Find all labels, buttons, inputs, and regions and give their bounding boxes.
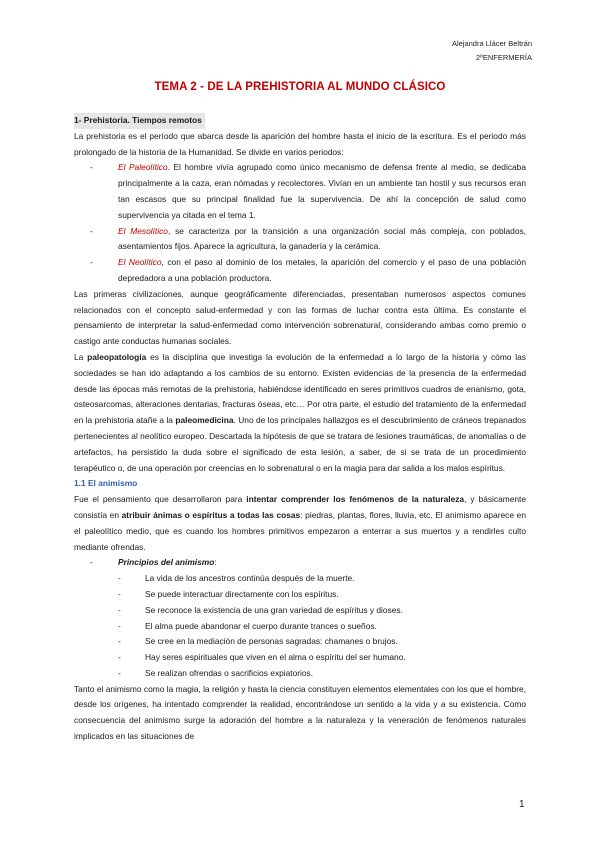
bold-run: intentar comprender los fenómenos de la naturaleza — [246, 494, 465, 505]
civilizations-paragraph: Las primeras civilizaciones, aunque geográficamente diferenciadas, presentaban numerosos aspectos comunes relacionados con el concepto salud-enfermedad y con las formas de luchar contra esta última. Es constante el pensamiento de interpretar la salud-enfermedad como intervención sobrenatural, considerando ambas como premio o castigo ante conductas humanas sociales. — [74, 288, 526, 347]
list-item: - La vida de los ancestros continúa después de la muerte. — [74, 571, 526, 587]
periods-list — [74, 160, 526, 286]
period-text: . El hombre vivía agrupado como único mecanismo de defensa frente al medio, se dedicaba principalmente a la caza, eran nómadas y recolectores. Vivían en un ambiente tan hostil y sus recursos eran tan escasos que su principal finalidad fue la supervivencia. De ahí la concepción de salud como supervivencia ya citada en el tema 1. — [118, 162, 526, 220]
period-name: El Neolítico — [118, 257, 162, 268]
text-run: La — [74, 351, 88, 362]
section-heading: 1- Prehistoria. Tiempos remotos — [74, 113, 205, 129]
text-run: , y básicamente consistía en — [74, 494, 527, 520]
period-text: , con el paso al dominio de los metales, la aparición del comercio y el paso de una población depredadora a una población productora. — [118, 257, 526, 283]
closing-paragraph: Tanto el animismo como la magia, la religión y hasta la ciencia constituyen elementos elementales con los que el hombre, desde los orígenes, ha intentado comprender la realidad, encontrándose un sentido a la vida y a su existencia. Como consecuencia del animismo surge la adoración del hombre a la naturaleza y la veneración de fenómenos naturales implicados en las situaciones de — [74, 683, 526, 742]
text-run: : — [214, 557, 217, 568]
period-name: El Mesolítico — [118, 225, 168, 236]
text-run: . Uno de los principales hallazgos es el descubrimiento de cráneos trepanados pertenecientes al neolítico europeo. Descartada la hipótesis de que se tratara de lesiones traumáticas, de anomalías o de artefactos, ha persistido la duda sobre el significado de esta lesión, a saber, de si se trata de un procedimiento terapéutico o, de una operación por creencias en lo sobrenatural o en la magia para dar salida a los malos espíritus. — [74, 415, 526, 473]
list-item — [74, 555, 526, 571]
principles-list — [74, 571, 526, 682]
list-item: - Se puede interactuar directamente con los espíritus. — [74, 587, 526, 603]
term-paleopathology: paleopatología — [87, 351, 147, 362]
list-item: - Se realizan ofrendas o sacrificios expiatorios. — [74, 666, 526, 682]
text-run: Fue el pensamiento que desarrollaron para — [74, 494, 247, 505]
text-run: es la disciplina que investiga la evolución de la enfermedad a lo largo de la historia y cómo las sociedades se han ido adaptando a los cambios de su entorno. Existen evidencias de la presencia de la enfermedad desde las épocas más remotas de la prehistoria, habiéndose identificado en seres primitivos cuadros de enanismo, gota, osteosarcomas, alteraciones dentarias, fracturas óseas, etc… Por otra parte, el estudio del tratamiento de la enfermedad en la prehistoria atañe a la — [74, 351, 526, 426]
course-label: 2ºENFERMERÍA — [475, 53, 532, 62]
list-item: - Se cree en la mediación de personas sagradas: chamanes o brujos. — [74, 634, 526, 650]
bold-run: atribuir ánimas o espíritus a todas las cosas — [121, 509, 301, 520]
paleopathology-paragraph — [74, 350, 526, 476]
page-header — [452, 37, 532, 65]
list-item: - Hay seres espirituales que viven en el alma o espíritu del ser humano. — [74, 650, 526, 666]
period-name: El Paleolítico — [118, 162, 168, 173]
principles-label: Principios del animismo — [118, 557, 215, 568]
list-item — [74, 160, 526, 223]
document-body — [74, 113, 526, 745]
animism-paragraph — [74, 492, 526, 555]
list-item: - El alma puede abandonar el cuerpo durante trances o sueños. — [74, 619, 526, 635]
list-item: - Se reconoce la existencia de una gran variedad de espíritus y dioses. — [74, 603, 526, 619]
subsection-heading: 1.1 El animismo — [74, 478, 138, 489]
list-item — [74, 255, 526, 287]
text-run: : piedras, plantas, flores, lluvia, etc. El animismo aparece en el paleolítico medio, que es cuando los hombres primitivos empezaron a enterrar a sus muertos y a rendirles culto mediante ofrendas. — [74, 509, 526, 552]
page-number: 1 — [519, 799, 525, 810]
intro-paragraph: La prehistoria es el período que abarca desde la aparición del hombre hasta el inicio de la escritura. Es el periodo más prolongado de la historia de la Humanidad. Se divide en varios periodos: — [74, 130, 526, 157]
author-name: Alejandra Llácer Beltrán — [451, 39, 532, 48]
list-item — [74, 224, 526, 256]
period-text: , se caracteriza por la transición a una organización social más compleja, con poblados, asentamientos fijos. Aparece la agricultura, la ganadería y la cerámica. — [118, 225, 526, 252]
principles-heading-list — [74, 555, 526, 571]
term-paleomedicine: paleomedicina — [175, 415, 234, 426]
document-title: TEMA 2 - DE LA PREHISTORIA AL MUNDO CLÁSICO — [154, 81, 446, 93]
